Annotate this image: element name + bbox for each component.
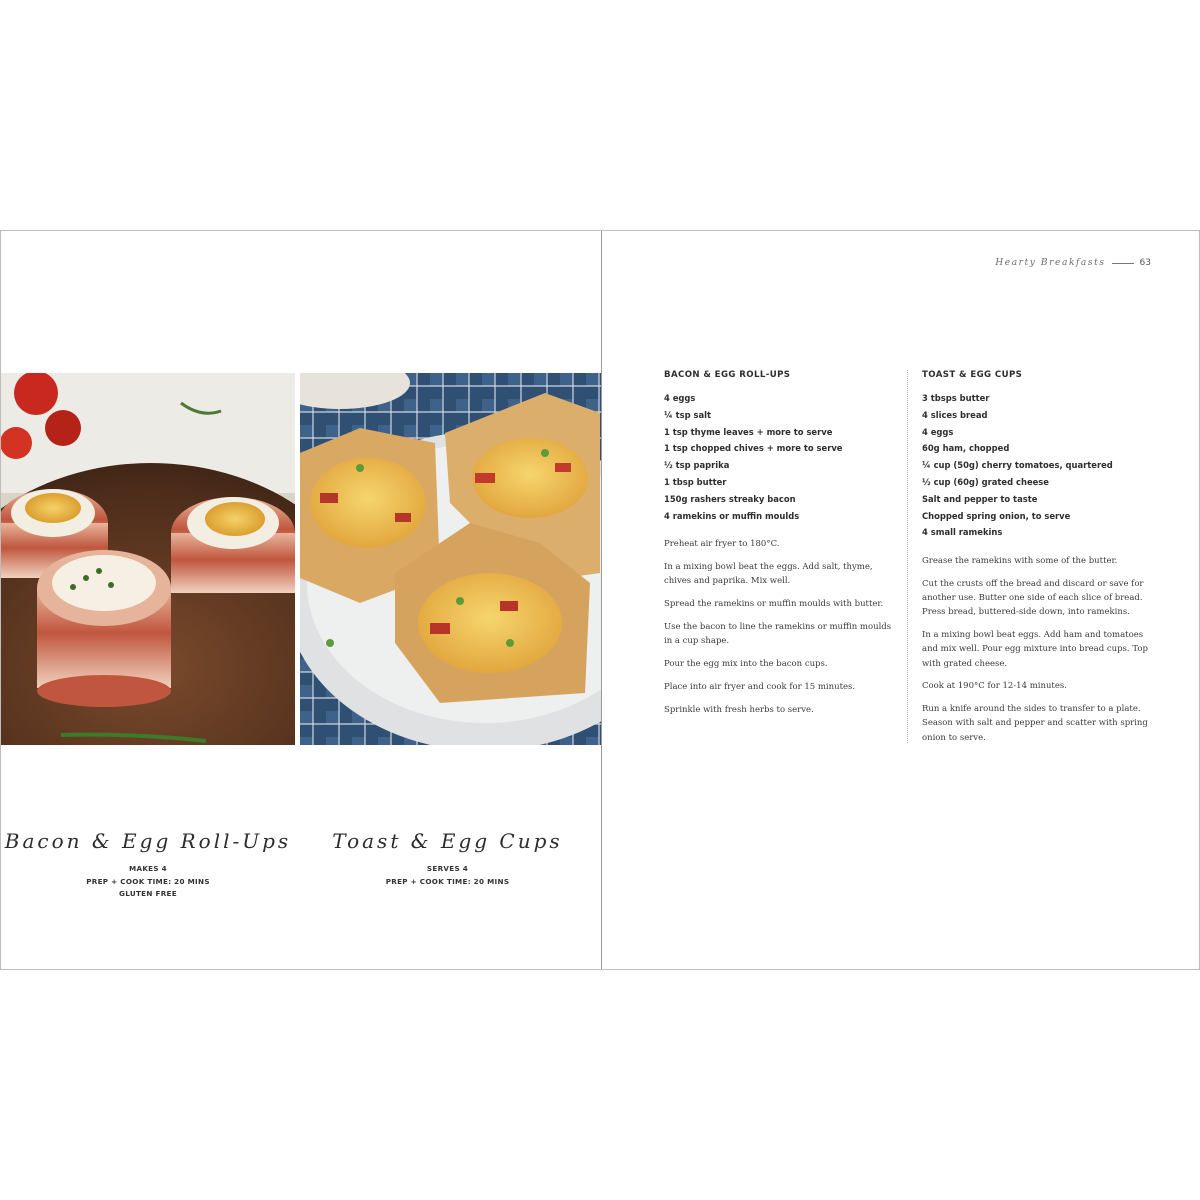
method-steps <box>922 554 1154 745</box>
method-step: Place into air fryer and cook for 15 minutes. <box>664 681 856 692</box>
method-step: In a mixing bowl beat eggs. Add ham and tomatoes and mix well. Pour egg mixture into bread cups. Top with grated cheese. <box>922 630 1148 669</box>
running-head-rule <box>1112 263 1134 264</box>
method-step: Pour the egg mix into the bacon cups. <box>664 658 828 669</box>
dish-title: Toast & Egg Cups <box>332 829 563 853</box>
ingredient-list <box>922 391 1154 542</box>
toast-egg-cups-photo <box>300 373 601 745</box>
recipe-heading: BACON & EGG ROLL-UPS <box>664 370 791 380</box>
ingredient-item: ½ cup (60g) grated cheese <box>922 476 1049 487</box>
ingredient-item: 4 ramekins or muffin moulds <box>664 510 800 521</box>
method-step: Spread the ramekins or muffin moulds with butter. <box>664 599 884 610</box>
ingredient-item: Salt and pepper to taste <box>922 493 1038 504</box>
method-step: In a mixing bowl beat the eggs. Add salt, thyme, chives and paprika. Mix well. <box>664 562 873 587</box>
dish-time: PREP + COOK TIME: 20 MINS <box>385 876 510 886</box>
method-step: Cut the crusts off the bread and discard or save for another use. Butter one side of each slice of bread. Press bread, buttered-side down, into ramekins. <box>922 578 1144 618</box>
column-divider <box>907 370 908 743</box>
ingredient-item: 4 eggs <box>922 426 954 437</box>
recipe-heading: TOAST & EGG CUPS <box>922 370 1023 380</box>
dish-yield: MAKES 4 <box>129 864 167 873</box>
book-spread <box>0 230 1200 970</box>
ingredient-item: 1 tbsp butter <box>664 476 727 487</box>
method-step: Grease the ramekins with some of the butter. <box>922 556 1118 567</box>
dish-card-toast-egg-cups <box>300 829 595 888</box>
ingredient-item: 60g ham, chopped <box>922 443 1010 454</box>
dish-meta <box>300 863 595 888</box>
dish-title: Bacon & Egg Roll-Ups <box>4 829 292 853</box>
dish-dietary: GLUTEN FREE <box>119 889 177 899</box>
left-page <box>1 231 601 969</box>
page-number: 63 <box>1139 258 1151 268</box>
dish-yield: SERVES 4 <box>426 864 469 873</box>
method-step: Cook at 190°C for 12-14 minutes. <box>922 681 1067 692</box>
ingredient-item: 150g rashers streaky bacon <box>664 493 796 504</box>
dish-time: PREP + COOK TIME: 20 MINS <box>86 876 210 886</box>
dish-meta <box>1 863 295 901</box>
ingredient-item: 4 small ramekins <box>922 527 1003 538</box>
method-step: Run a knife around the sides to transfer to a plate. Season with salt and pepper and scatter with spring onion to serve. <box>922 704 1148 743</box>
right-page <box>602 231 1199 969</box>
ingredient-list <box>664 391 899 525</box>
method-steps <box>664 537 899 716</box>
ingredient-item: Chopped spring onion, to serve <box>922 510 1071 521</box>
method-step: Preheat air fryer to 180°C. <box>664 539 780 550</box>
ingredient-item: 3 tbsps butter <box>922 393 990 403</box>
ingredient-item: 1 tsp thyme leaves + more to serve <box>664 426 833 437</box>
ingredient-item: 4 slices bread <box>922 409 988 420</box>
bacon-egg-rollups-photo <box>1 373 295 745</box>
dish-card-bacon-egg-rollups <box>1 829 295 901</box>
section-title: Hearty Breakfasts <box>995 258 1106 268</box>
method-step: Use the bacon to line the ramekins or muffin moulds in a cup shape. <box>664 621 892 647</box>
ingredient-item: 4 eggs <box>664 393 696 403</box>
ingredient-item: ¼ tsp salt <box>664 409 711 420</box>
ingredient-item: 1 tsp chopped chives + more to serve <box>664 443 843 454</box>
method-step: Sprinkle with fresh herbs to serve. <box>664 704 814 715</box>
running-head <box>995 258 1151 268</box>
recipe-column-bacon-egg-rollups <box>664 370 899 725</box>
recipe-column-toast-egg-cups <box>922 370 1154 753</box>
ingredient-item: ¼ cup (50g) cherry tomatoes, quartered <box>922 460 1113 471</box>
ingredient-item: ½ tsp paprika <box>664 460 730 471</box>
